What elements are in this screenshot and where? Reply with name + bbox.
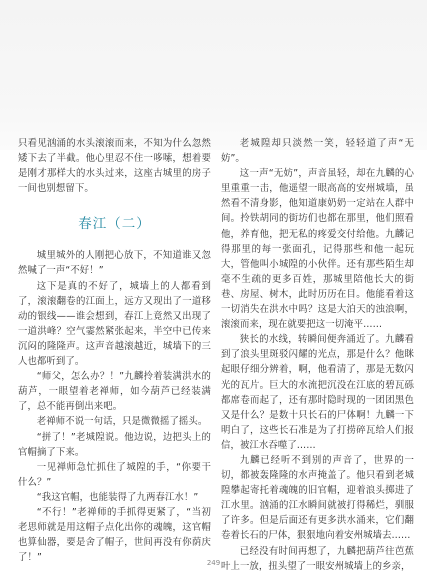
body-paragraph: 这下是真的不好了，城墙上的人都看到了，滚滚翻卷的江面上，远方又现出了一道移动的银线——谁会想到，春江上竟然又出现了一道洪峰？空气霎然紧张起来，半空中已传来沉闷的隆隆声。这声音越滚越近，城墙下的三人也都听到了。 bbox=[18, 280, 211, 368]
page-number: 249 bbox=[206, 559, 221, 567]
body-paragraph: 一见禅师急忙抓住了城隍的手，“你要干什么？” bbox=[18, 461, 211, 488]
body-paragraph: 老禅师不说一句话，只是微微摇了摇头。 bbox=[36, 416, 208, 428]
body-paragraph: “师父，怎么办？！”九麟拎着装满洪水的葫芦，一眼望着老禅师，如今葫芦已经装满了，总不能再倒出来吧。 bbox=[18, 371, 211, 413]
body-paragraph: 已经没有时间再想了，九麟把葫芦往芭蕉叶上一放，扭头望了一眼安州城墙上的乡亲， bbox=[221, 545, 414, 572]
body-paragraph: 老城隍却只淡然一笑，轻轻道了声“无妨”。 bbox=[221, 138, 414, 165]
body-paragraph: 狭长的水线，转瞬间便奔涌近了。九麟看到了浪头里斑驳闪耀的光点，那是什么？他眯起眼仔细分辨着，啊，他看清了，那是无数闪光的瓦片。巨大的水流把沉没在江底的碧瓦砾都席卷而起了，还有那时隐时现的一团团黑色又是什么？是数十只长石的尸体啊！九麟一下明白了，这些长石准是为了打捞碎瓦给人们报信，被江水吞噬了…… bbox=[221, 334, 414, 451]
intro-paragraph: 只看见汹涌的水头滚滚而来，不知为什么忽然矮下去了半截。他心里忍不住一哆嗦，想着要是刚才那样大的水头过来，这座古城里的房子一间也别想留下。 bbox=[18, 138, 211, 195]
body-paragraph: 九麟已经听不到别的声音了，世界的一切，都被轰隆隆的水声掩盖了。他只看到老城隍攀起寄托着魂魄的旧官帽，迎着浪头掷进了江水里。汹涌的江水瞬间就被打得稀烂，驯服了许多。但是后面还有更多洪水涌来，它们翻卷着长石的尸体，狠狠地向着安州城墙去…… bbox=[221, 454, 414, 542]
header-background-band bbox=[0, 0, 427, 150]
left-column bbox=[18, 136, 211, 565]
body-paragraph: “拼了！”老城隍说。他边说，边把头上的官帽摘了下来。 bbox=[18, 431, 211, 458]
right-column bbox=[221, 136, 414, 574]
body-paragraph: 这一声“无妨”，声音虽轻，却在九麟的心里重重一击，他遥望一眼高高的安州城墙，虽然看不清身影，他知道康奶奶一定站在人群中间。拎铁胡同的街坊们也都在那里，他们照看他，养育他，把无私的疼爱交付给他。九麟记得那里的每一张面孔，记得那些和他一起玩大，管他叫小城隍的小伙伴。还有那些陌生却毫不生疏的更多百姓，那城里陪他长大的街巷、房屋、树木，此时历历在目。他能看着这一切消失在洪水中吗？这是大泊天的浊浪啊，滚滚而来，现在就要把这一切淹平…… bbox=[221, 168, 414, 331]
body-paragraph: “我这官帽，也能装得了九两春江水！” bbox=[36, 491, 199, 503]
body-paragraph: “不行！”老禅师的手抓得更紧了，“当初老思师就是用这帽子点化出你的魂魄，这官帽也算仙器，要是舍了帽子，世间再没有你荫庆了！” bbox=[18, 506, 211, 564]
section-title: 春江（二） bbox=[78, 216, 151, 233]
body-paragraph: 城里城外的人刚把心放下，不知道谁又忽然喊了一声“不好！” bbox=[18, 250, 211, 277]
